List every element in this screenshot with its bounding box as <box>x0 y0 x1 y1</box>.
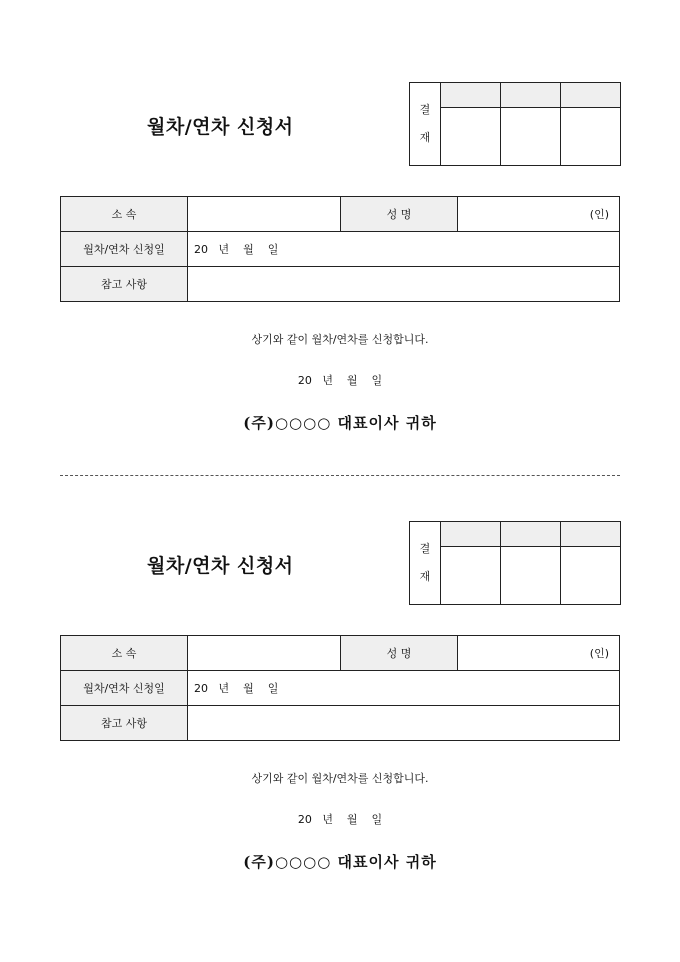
approval-box <box>409 521 621 605</box>
remarks-label: 참고 사항 <box>61 267 188 302</box>
seal-mark: (인) <box>589 208 609 221</box>
approval-box <box>409 82 621 166</box>
approval-label-bottom: 재 <box>419 570 431 583</box>
approver-title-cell[interactable] <box>501 522 561 547</box>
affiliation-label: 소 속 <box>61 636 188 671</box>
form-title: 월차/연차 신청서 <box>147 116 294 138</box>
approver-title-cell[interactable] <box>441 83 501 108</box>
sign-date[interactable]: 20 년 월 일 <box>297 813 383 826</box>
approver-sign-cell[interactable] <box>441 108 501 166</box>
approval-label-bottom: 재 <box>419 131 431 144</box>
request-date-field[interactable]: 20 년 월 일 <box>188 232 620 267</box>
request-date-label: 월차/연차 신청일 <box>61 671 188 706</box>
approver-sign-cell[interactable] <box>441 547 501 605</box>
request-statement: 상기와 같이 월차/연차를 신청합니다. <box>251 333 429 346</box>
approver-sign-cell[interactable] <box>561 547 621 605</box>
approver-sign-cell[interactable] <box>501 108 561 166</box>
seal-mark: (인) <box>589 647 609 660</box>
approver-sign-cell[interactable] <box>561 108 621 166</box>
approver-sign-cell[interactable] <box>501 547 561 605</box>
approval-label <box>410 522 441 605</box>
info-table <box>60 635 620 741</box>
name-label: 성 명 <box>341 636 458 671</box>
approver-title-cell[interactable] <box>501 83 561 108</box>
form-title: 월차/연차 신청서 <box>147 555 294 577</box>
approval-label-top: 결 <box>419 103 431 116</box>
request-date-field[interactable]: 20 년 월 일 <box>188 671 620 706</box>
leave-request-form-2 <box>0 439 680 879</box>
affiliation-label: 소 속 <box>61 197 188 232</box>
name-field[interactable] <box>458 636 620 671</box>
approver-title-cell[interactable] <box>441 522 501 547</box>
addressee: (주)○○○○ 대표이사 귀하 <box>243 414 437 432</box>
approver-title-cell[interactable] <box>561 83 621 108</box>
request-date-label: 월차/연차 신청일 <box>61 232 188 267</box>
name-field[interactable] <box>458 197 620 232</box>
leave-request-form-1 <box>0 0 680 440</box>
approver-title-cell[interactable] <box>561 522 621 547</box>
info-table <box>60 196 620 302</box>
request-statement: 상기와 같이 월차/연차를 신청합니다. <box>251 772 429 785</box>
addressee: (주)○○○○ 대표이사 귀하 <box>243 853 437 871</box>
name-label: 성 명 <box>341 197 458 232</box>
remarks-field[interactable] <box>188 706 620 741</box>
approval-label-top: 결 <box>419 542 431 555</box>
remarks-field[interactable] <box>188 267 620 302</box>
remarks-label: 참고 사항 <box>61 706 188 741</box>
sign-date[interactable]: 20 년 월 일 <box>297 374 383 387</box>
affiliation-field[interactable] <box>188 636 341 671</box>
affiliation-field[interactable] <box>188 197 341 232</box>
approval-label <box>410 83 441 166</box>
